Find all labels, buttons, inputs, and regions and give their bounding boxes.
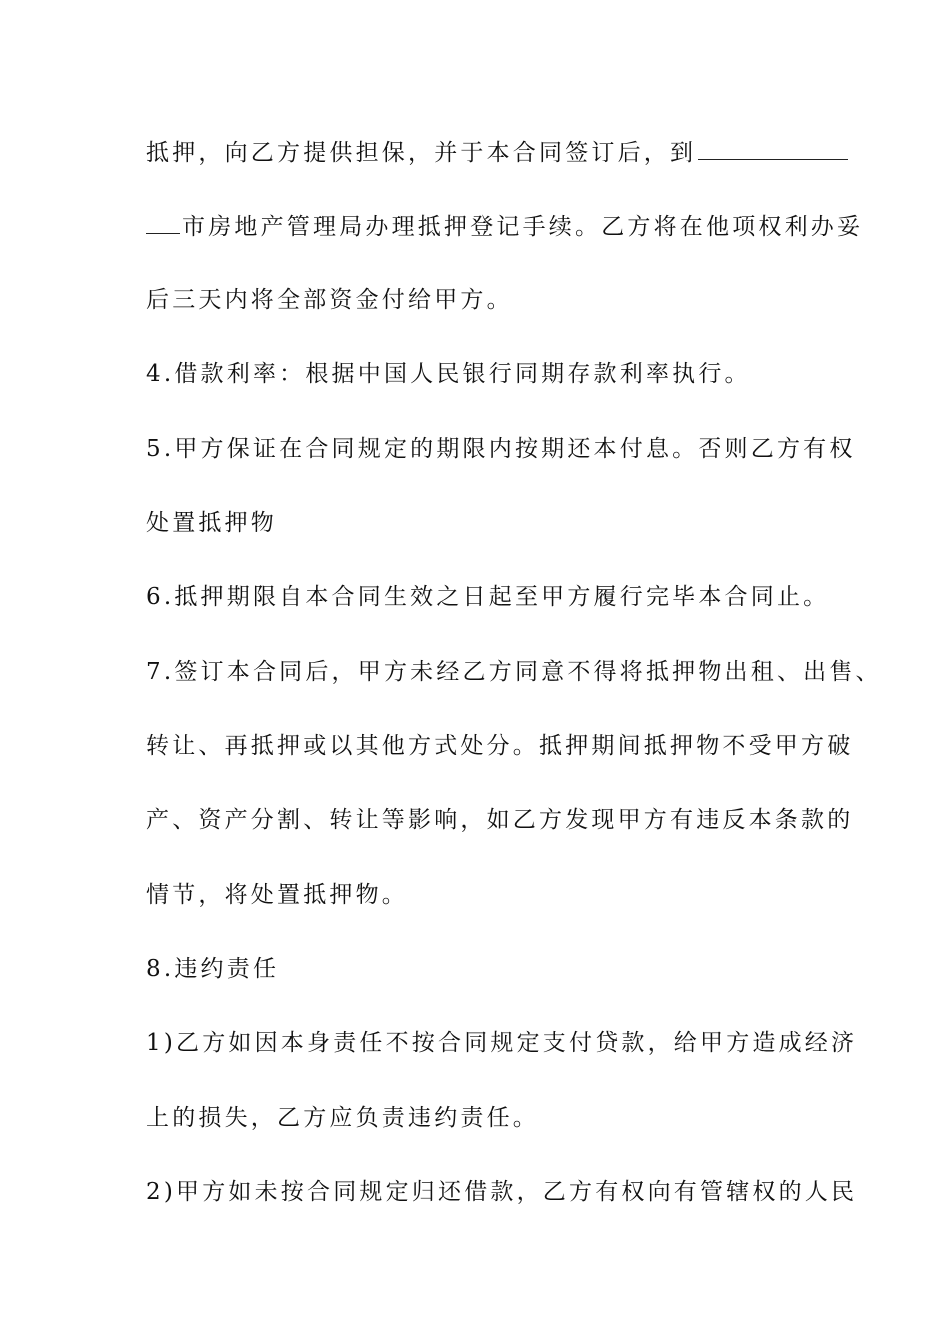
text-line: 2)甲方如未按合同规定归还借款，乙方有权向有管辖权的人民 bbox=[146, 1179, 858, 1205]
text-line: 5.甲方保证在合同规定的期限内按期还本付息。否则乙方有权 bbox=[146, 436, 856, 462]
text-line-content: 抵押，向乙方提供担保，并于本合同签订后，到 bbox=[146, 140, 697, 166]
text-line: 情节，将处置抵押物。 bbox=[146, 882, 408, 908]
fill-in-blank bbox=[698, 137, 848, 160]
text-line: 6.抵押期限自本合同生效之日起至甲方履行完毕本合同止。 bbox=[146, 584, 830, 610]
text-line: 4.借款利率：根据中国人民银行同期存款利率执行。 bbox=[146, 361, 751, 387]
text-line bbox=[146, 211, 863, 242]
text-line: 处置抵押物 bbox=[146, 510, 277, 536]
text-line: 产、资产分割、转让等影响，如乙方发现甲方有违反本条款的 bbox=[146, 807, 854, 833]
fill-in-blank bbox=[146, 211, 180, 234]
text-line: 1)乙方如因本身责任不按合同规定支付贷款，给甲方造成经济 bbox=[146, 1030, 858, 1056]
text-line: 上的损失，乙方应负责违约责任。 bbox=[146, 1105, 539, 1131]
text-line: 8.违约责任 bbox=[146, 956, 280, 982]
text-line bbox=[146, 137, 848, 168]
text-line: 后三天内将全部资金付给甲方。 bbox=[146, 287, 513, 313]
text-line-content: 市房地产管理局办理抵押登记手续。乙方将在他项权利办妥 bbox=[182, 214, 864, 240]
text-line: 转让、再抵押或以其他方式处分。抵押期间抵押物不受甲方破 bbox=[146, 733, 854, 759]
text-line: 7.签订本合同后，甲方未经乙方同意不得将抵押物出租、出售、 bbox=[146, 659, 882, 685]
